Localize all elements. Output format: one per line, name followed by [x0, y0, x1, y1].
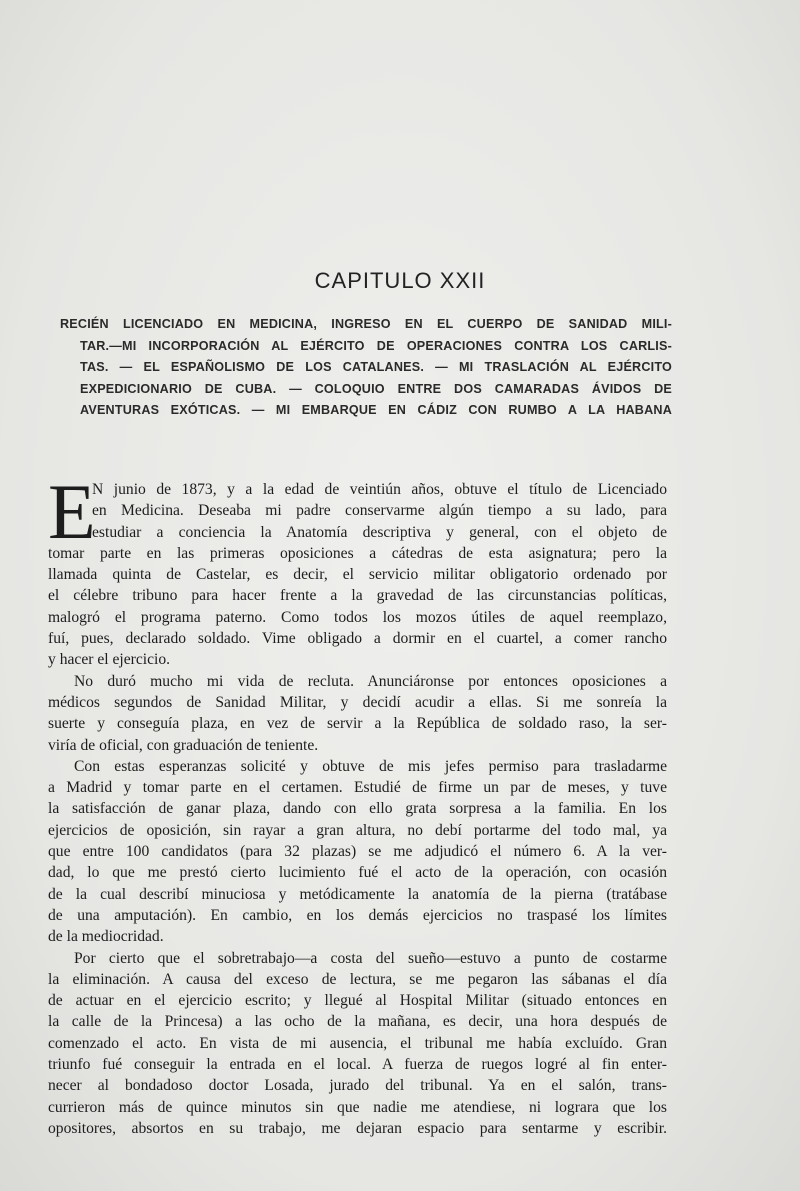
body-text	[48, 479, 667, 1139]
body-line: que entre 100 candidatos (para 32 plazas) se me adjudicó el número 6. A la ver-	[48, 843, 667, 861]
body-line: N junio de 1873, y a la edad de veintiún años, obtuve el título de Licenciado	[92, 481, 667, 498]
body-line: viría de oficial, con graduación de teniente.	[48, 736, 319, 754]
body-line: triunfo fué conseguir la entrada en el local. A fuerza de ruegos logré al fin enter-	[48, 1056, 667, 1074]
body-line: Por cierto que el sobretrabajo—a costa del sueño—estuvo a punto de costarme	[74, 949, 667, 967]
body-line: tomar parte en las primeras oposiciones a cátedras de esta asignatura; pero la	[48, 544, 667, 562]
body-line: en Medicina. Deseaba mi padre conservarme algún tiempo a su lado, para	[92, 502, 667, 520]
body-line: llamada quinta de Castelar, es decir, el servicio militar obligatorio ordenado por	[48, 566, 667, 584]
drop-cap: E	[48, 468, 96, 555]
body-line: fuí, pues, declarado soldado. Vime obligado a dormir en el cuartel, a comer rancho	[48, 630, 667, 648]
body-line: la eliminación. A causa del exceso de lectura, se me pegaron las sábanas el día	[48, 970, 667, 988]
body-line: necer al bondadoso doctor Losada, jurado del tribunal. Ya en el salón, trans-	[48, 1077, 667, 1095]
body-line: de actuar en el ejercicio escrito; y llegué al Hospital Militar (situado entonces en	[48, 992, 667, 1010]
body-line: estudiar a conciencia la Anatomía descriptiva y general, con el objeto de	[92, 523, 667, 541]
summary-line: EXPEDICIONARIO DE CUBA. — COLOQUIO ENTRE DOS CAMARADAS ÁVIDOS DE	[80, 381, 672, 396]
chapter-title: CAPITULO XXII	[314, 268, 486, 293]
body-line: y hacer el ejercicio.	[48, 651, 171, 669]
body-line: dad, lo que me prestó cierto lucimiento fué el acto de la operación, con ocasión	[48, 864, 667, 882]
body-line: ejercicios de oposición, sin rayar a gran altura, no debí portarme del todo mal, ya	[48, 821, 667, 839]
body-line: de la mediocridad.	[48, 928, 164, 946]
summary-line: RECIÉN LICENCIADO EN MEDICINA, INGRESO EN EL CUERPO DE SANIDAD MILI-	[60, 317, 672, 331]
body-line: la satisfacción de ganar plaza, dando con ello grata sorpresa a la familia. En los	[48, 800, 667, 818]
body-line: de la cual describí minuciosa y metódicamente la anatomía de la pierna (tratábase	[48, 885, 667, 903]
body-line: de una amputación). En cambio, en los demás ejercicios no traspasé los límites	[48, 906, 667, 924]
body-line: a Madrid y tomar parte en el certamen. Estudié de firme un par de meses, y tuve	[48, 779, 667, 797]
body-line: la calle de la Princesa) a las ocho de la mañana, es decir, una hora después de	[48, 1013, 667, 1031]
body-line: el célebre tribuno para hacer frente a la gravedad de las circunstancias políticas,	[48, 587, 667, 605]
body-line: suerte y conseguía plaza, en vez de servir a la República de soldado raso, la ser-	[48, 715, 667, 733]
body-line: currieron más de quince minutos sin que nadie me atendiese, ni lograra que los	[48, 1098, 667, 1116]
body-line: No duró mucho mi vida de recluta. Anunciáronse por entonces oposiciones a	[74, 672, 667, 690]
body-line: comenzado el acto. En vista de mi ausencia, el tribunal me había excluído. Gran	[48, 1034, 667, 1052]
summary-line: TAS. — EL ESPAÑOLISMO DE LOS CATALANES. — MI TRASLACIÓN AL EJÉRCITO	[80, 360, 672, 375]
summary-line: AVENTURAS EXÓTICAS. — MI EMBARQUE EN CÁDIZ CON RUMBO A LA HABANA	[80, 403, 672, 418]
body-line: Con estas esperanzas solicité y obtuve de mis jefes permiso para trasladarme	[74, 757, 667, 775]
body-line: opositores, absortos en su trabajo, me dejaran espacio para sentarme y escribir.	[48, 1119, 667, 1137]
chapter-summary	[60, 314, 672, 422]
body-line: malogró el programa paterno. Como todos los mozos útiles de aquel reemplazo,	[48, 608, 667, 626]
summary-line: TAR.—MI INCORPORACIÓN AL EJÉRCITO DE OPERACIONES CONTRA LOS CARLIS-	[80, 338, 672, 353]
body-line: médicos segundos de Sanidad Militar, y decidí acudir a ellas. Si me sonreía la	[48, 693, 667, 711]
